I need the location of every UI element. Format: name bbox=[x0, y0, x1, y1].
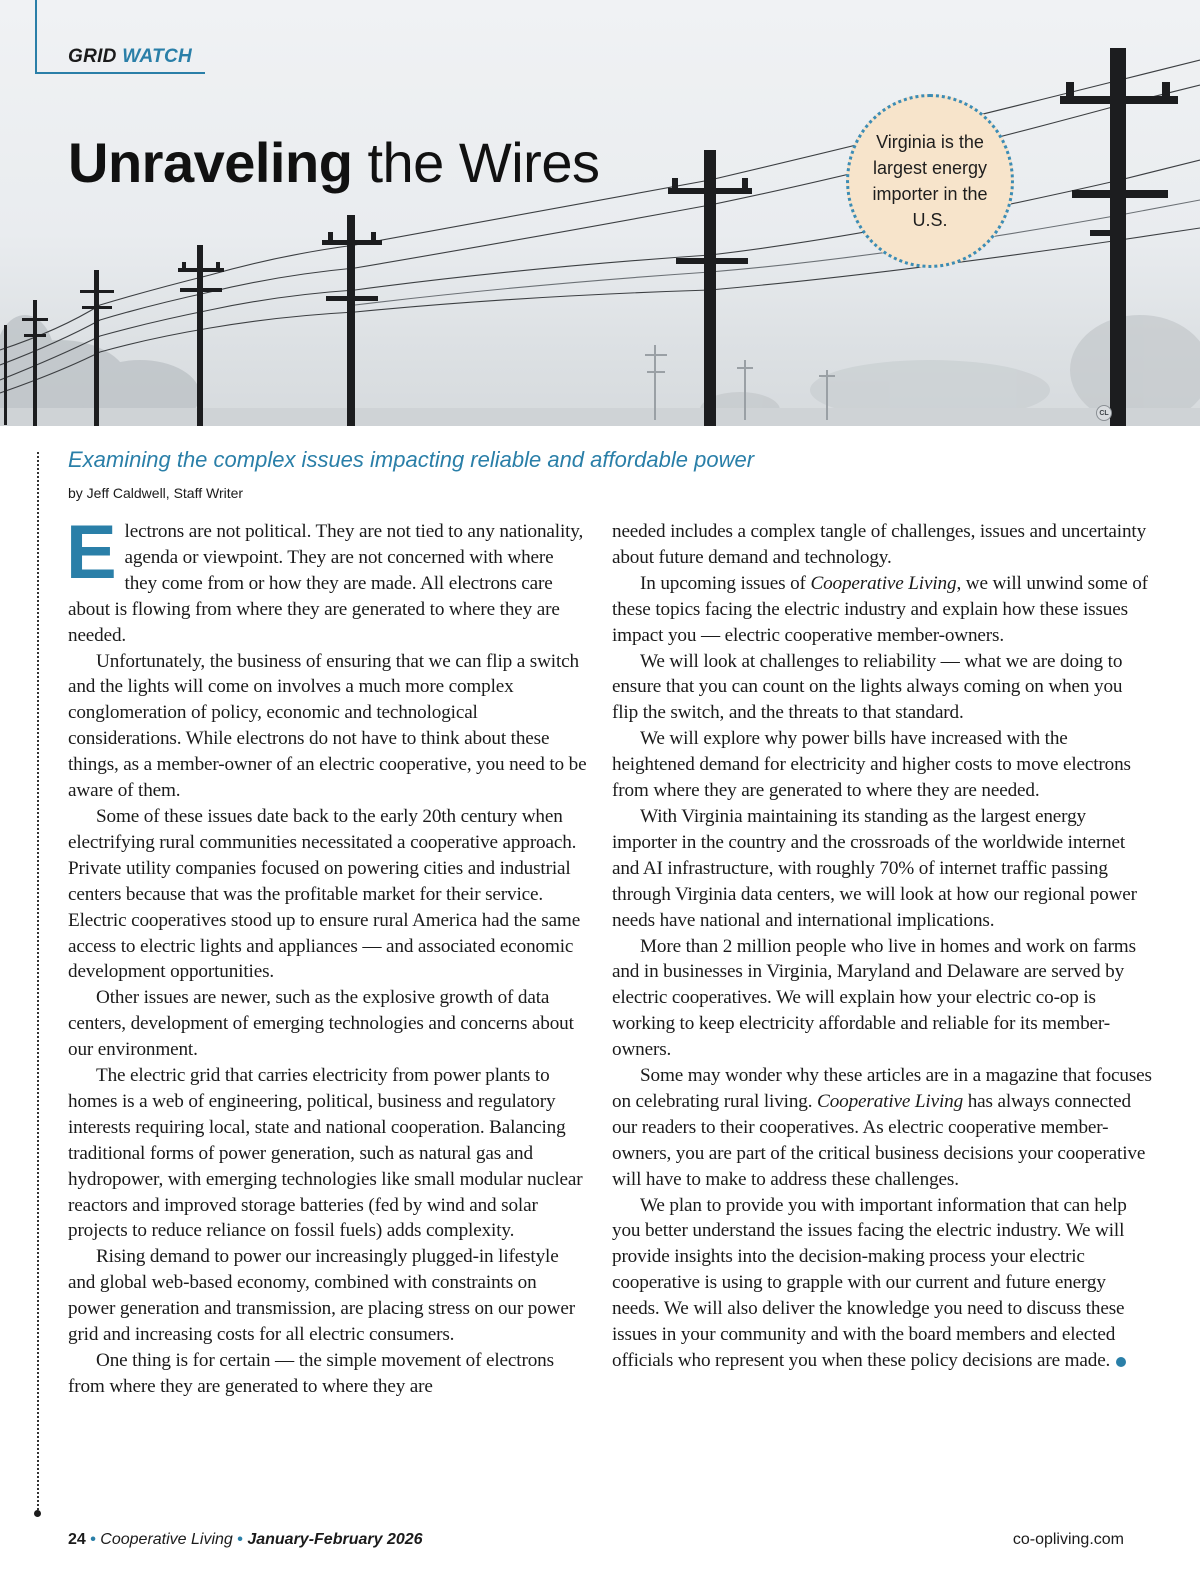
side-rule-end-dot bbox=[34, 1510, 41, 1517]
magazine-name: Cooperative Living bbox=[817, 1090, 964, 1112]
article-paragraph: We will explore why power bills have increased with the heightened demand for electricity and higher costs to move electrons from where they are generated to where they are needed. bbox=[612, 728, 1131, 802]
article-paragraph bbox=[612, 571, 1152, 649]
article-paragraph: With Virginia maintaining its standing as the largest energy importer in the country and the crossroads of the worldwide internet and AI infrastructure, with roughly 70% of internet traffic passing through Virginia data centers, we will look at how our regional power needs have national and international implications. bbox=[612, 805, 1137, 931]
headline-light: the Wires bbox=[352, 131, 600, 194]
article-paragraph: We will look at challenges to reliability — what we are doing to ensure that you can count on the lights always coming on when you flip the switch, and the threats to that standard. bbox=[612, 650, 1123, 724]
footer-issue: January-February 2026 bbox=[247, 1531, 423, 1548]
article-paragraph-continued: needed includes a complex tangle of challenges, issues and uncertainty about future demand and technology. bbox=[612, 521, 1147, 568]
page-number: 24 bbox=[68, 1531, 86, 1548]
ground bbox=[0, 408, 1200, 426]
article-column-left bbox=[66, 510, 588, 1400]
article-deck: Examining the complex issues impacting reliable and affordable power bbox=[68, 447, 755, 472]
article-column-right bbox=[612, 519, 1152, 1374]
article-paragraph: More than 2 million people who live in homes and work on farms and in businesses in Virginia, Maryland and Delaware are served by electric cooperatives. We will explain how your electric co-op is working to keep electricity affordable and reliable for its member-owners. bbox=[612, 935, 1136, 1061]
section-label bbox=[68, 46, 192, 68]
article-paragraph bbox=[66, 510, 588, 649]
footer-separator: • bbox=[232, 1531, 248, 1548]
power-lines bbox=[0, 60, 1200, 393]
article-paragraph bbox=[612, 1063, 1152, 1193]
article-paragraph: Rising demand to power our increasingly plugged-in lifestyle and global web-based economy, combined with constraints on power generation and transmission, are placing stress on our power grid and increasing costs for all electric consumers. bbox=[68, 1246, 575, 1346]
page-title bbox=[68, 128, 599, 198]
dotted-side-rule bbox=[37, 452, 39, 1510]
article-paragraph: Unfortunately, the business of ensuring that we can flip a switch and the lights will come on involves a much more complex conglomeration of policy, economic and technological considerations. While electrons do not have to think about these things, as a member-owner of an electric cooperative, you need to be aware of them. bbox=[68, 650, 587, 802]
end-of-article-dot bbox=[1116, 1357, 1126, 1367]
article-paragraph: One thing is for certain — the simple movement of electrons from where they are generated to where they are bbox=[68, 1350, 554, 1397]
paragraph-text: Some may wonder why these articles are in a magazine that focuses on celebrating rural living. bbox=[612, 1065, 1152, 1112]
paragraph-text: , we will unwind some of these topics facing the electric industry and explain how these issues impact you — electric cooperative member-owners. bbox=[612, 572, 1148, 646]
footer-website: co-opliving.com bbox=[1012, 1531, 1124, 1548]
section-rule-horizontal bbox=[35, 72, 205, 74]
footer-folio bbox=[68, 1531, 423, 1549]
fact-callout-text: Virginia is the largest energy importer in the U.S. bbox=[872, 132, 988, 230]
fact-callout bbox=[846, 94, 1014, 268]
article-paragraph bbox=[612, 1193, 1152, 1374]
article-paragraph: Some of these issues date back to the early 20th century when electrifying rural communities necessitated a cooperative approach. Private utility companies focused on powering cities and industrial centers because that was the profitable market for their service. Electric cooperatives stood up to ensure rural America had the same access to electric lights and appliances — and associated economic development opportunities. bbox=[68, 805, 581, 983]
section-label-accent: WATCH bbox=[122, 46, 193, 67]
paragraph-text: In upcoming issues of bbox=[640, 572, 811, 594]
article-paragraph: Other issues are newer, such as the explosive growth of data centers, development of emerging technologies and concerns about our environment. bbox=[68, 987, 574, 1061]
footer-separator: • bbox=[85, 1531, 101, 1548]
section-label-primary: GRID bbox=[68, 46, 117, 67]
paragraph-text: has always connected our readers to their cooperatives. As electric cooperative member-owners, you are part of the critical business decisions your cooperative will have to make to address these challenges. bbox=[612, 1090, 1146, 1190]
footer-magazine: Cooperative Living bbox=[100, 1531, 233, 1548]
article-byline: by Jeff Caldwell, Staff Writer bbox=[68, 485, 244, 501]
drop-cap: E bbox=[66, 510, 117, 595]
paragraph-text: lectrons are not political. They are not tied to any nationality, agenda or viewpoint. They are not concerned with where they come from or how they are made. All electrons care about is flowing from where they are generated to where they are needed. bbox=[68, 521, 584, 646]
hero-photo bbox=[0, 0, 1200, 426]
headline-strong: Unraveling bbox=[68, 131, 353, 194]
magazine-name: Cooperative Living bbox=[810, 572, 957, 594]
paragraph-text: We plan to provide you with important information that can help you better understand the issues facing the electric industry. We will provide insights into the decision-making process your electric cooperative is using to grapple with our current and future energy needs. We will also deliver the knowledge you need to discuss these issues in your community and with the board members and elected officials who represent you when these policy decisions are made. bbox=[612, 1194, 1127, 1371]
section-rule-vertical bbox=[35, 0, 37, 74]
photo-credit-badge: CL bbox=[1096, 405, 1112, 421]
article-paragraph: The electric grid that carries electricity from power plants to homes is a web of engineering, political, business and regulatory interests requiring local, state and national cooperation. Balancing traditional forms of power generation, such as natural gas and hydropower, with emerging technologies like small modular nuclear reactors and improved storage batteries (fed by wind and solar projects to reduce reliance on fossil fuels) adds complexity. bbox=[68, 1065, 583, 1242]
